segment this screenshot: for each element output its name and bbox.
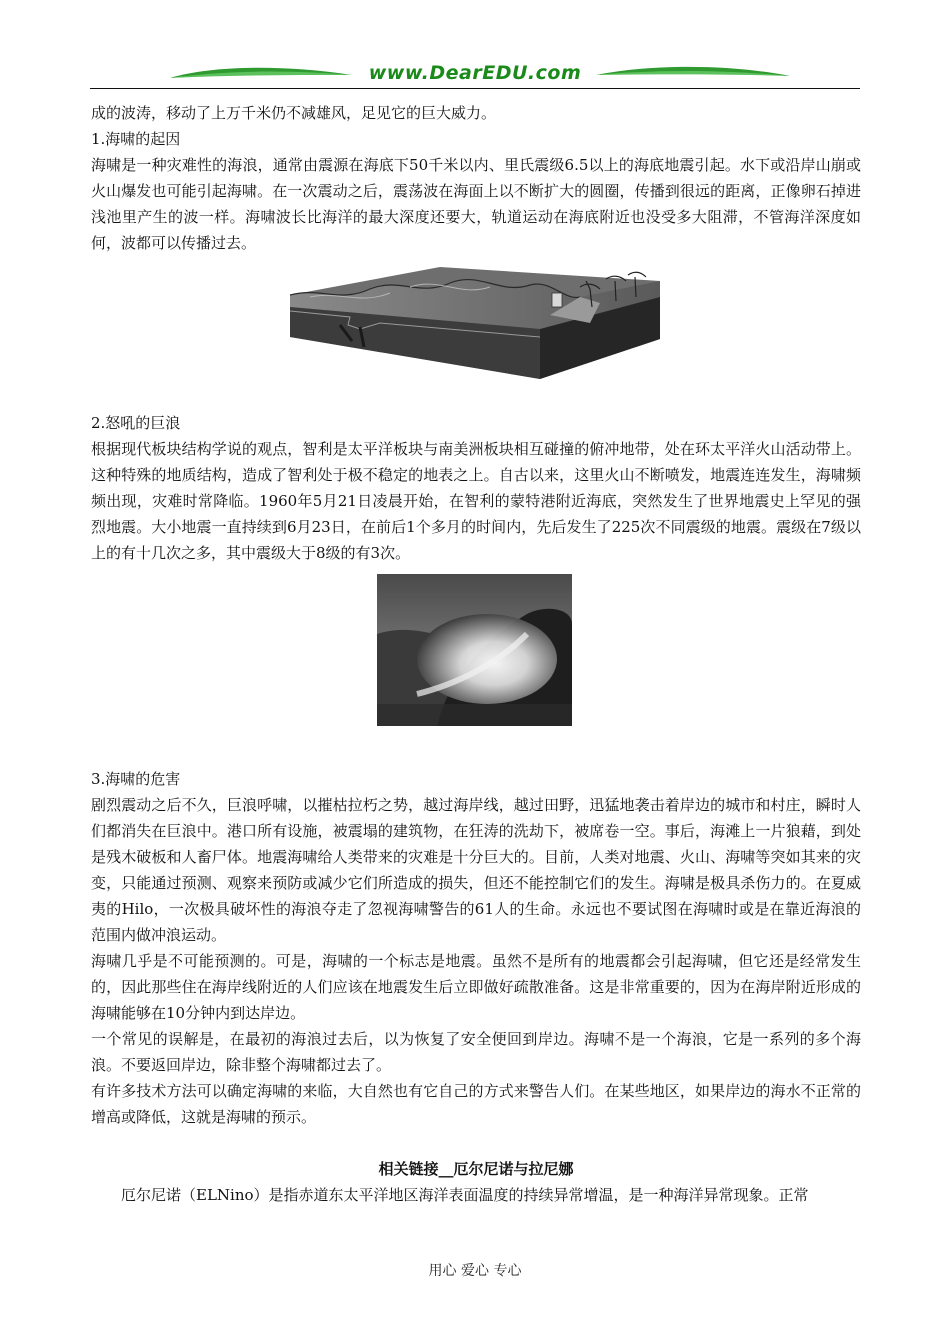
- paragraph-1: 海啸是一种灾难性的海浪，通常由震源在海底下50千米以内、里氏震级6.5以上的海底地震引起。水下或沿岸山崩或火山爆发也可能引起海啸。在一次震动之后，震荡波在海面上以不断扩大的圆圈，传播到很远的距离，正像卵石掉进浅池里产生的波一样。海啸波长比海洋的最大深度还要大，轨道运动在海底附近也没受多大阻滞，不管海洋深度如何，波都可以传播过去。: [91, 156, 861, 252]
- giant-wave-photo: [377, 574, 572, 726]
- paragraph-4: 海啸几乎是不可能预测的。可是，海啸的一个标志是地震。虽然不是所有的地震都会引起海啸，但它还是经常发生的，因此那些住在海岸线附近的人们应该在地震发生后立即做好疏散准备。这是非常重要的，因为在海岸附近形成的海啸能够在10分钟内到达岸边。: [91, 952, 861, 1022]
- paragraph-2: 根据现代板块结构学说的观点，智利是太平洋板块与南美洲板块相互碰撞的俯冲地带，处在环太平洋火山活动带上。这种特殊的地质结构，造成了智利处于极不稳定的地表之上。自古以来，这里火山不断喷发，地震连连发生，海啸频频出现，灾难时常降临。1960年5月21日凌晨开始，在智利的蒙特港附近海底，突然发生了世界地震史上罕见的强烈地震。大小地震一直持续到6月23日，在前后1个多月的时间内，先后发生了225次不同震级的地震。震级在7级以上的有十几次之多，其中震级大于8级的有3次。: [91, 440, 861, 562]
- tsunami-diagram-image: [290, 267, 660, 379]
- paragraph-3: 剧烈震动之后不久，巨浪呼啸，以摧枯拉朽之势，越过海岸线，越过田野，迅猛地袭击着岸边的城市和村庄，瞬时人们都消失在巨浪中。港口所有设施，被震塌的建筑物，在狂涛的洗劫下，被席卷一空。事后，海滩上一片狼藉，到处是残木破板和人畜尸体。地震海啸给人类带来的灾难是十分巨大的。目前，人类对地震、火山、海啸等突如其来的灾变，只能通过预测、观察来预防或减少它们所造成的损失，但还不能控制它们的发生。海啸是极具杀伤力的。在夏威夷的Hilo，一次极具破坏性的海浪夺走了忽视海啸警告的61人的生命。永远也不要试图在海啸时或是在靠近海浪的范围内做冲浪运动。: [91, 796, 861, 944]
- header-divider: [90, 88, 860, 89]
- article-body: [91, 100, 861, 1208]
- site-header: [90, 58, 860, 92]
- section-heading-1: 1.海啸的起因: [91, 130, 181, 148]
- paragraph-5: 一个常见的误解是，在最初的海浪过去后，以为恢复了安全便回到岸边。海啸不是一个海浪，它是一系列的多个海浪。不要返回岸边，除非整个海啸都过去了。: [91, 1030, 861, 1074]
- section-heading-3: 3.海啸的危害: [91, 770, 181, 788]
- paragraph-6: 有许多技术方法可以确定海啸的来临，大自然也有它自己的方式来警告人们。在某些地区，如果岸边的海水不正常的增高或降低，这就是海啸的预示。: [91, 1082, 861, 1126]
- paragraph-el-nino: 厄尔尼诺（ELNino）是指赤道东太平洋地区海洋表面温度的持续异常增温，是一种海洋异常现象。正常: [121, 1186, 809, 1204]
- site-name: www.DearEDU.com: [368, 62, 582, 84]
- paragraph-intro: 成的波涛，移动了上万千米仍不减雄风，足见它的巨大威力。: [91, 104, 497, 122]
- section-heading-2: 2.怒吼的巨浪: [91, 414, 181, 432]
- related-link-title: 相关链接__厄尔尼诺与拉尼娜: [378, 1160, 574, 1178]
- page-footer: 用心 爱心 专心: [428, 1263, 522, 1279]
